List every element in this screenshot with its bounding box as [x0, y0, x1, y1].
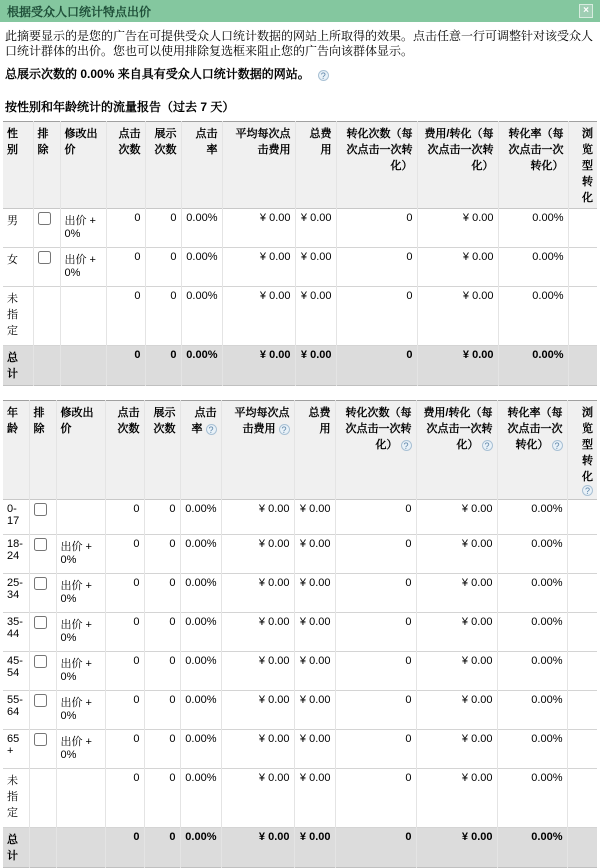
- total-cell-costconv: ¥ 0.00: [417, 346, 498, 386]
- cell-ctr: 0.00%: [180, 652, 221, 691]
- age-table: [3, 400, 597, 868]
- cell-conv: 0: [336, 209, 417, 248]
- column-header-convrate: [498, 122, 568, 209]
- column-header-bid: [60, 122, 106, 209]
- cell-cpc: ¥ 0.00: [221, 652, 294, 691]
- cell-conv: 0: [336, 248, 417, 287]
- panel-titlebar: [0, 0, 600, 22]
- column-header-cost: [295, 122, 336, 209]
- impressions-summary-text: 总展示次数的 0.00% 来自具有受众人口统计数据的网站。: [5, 67, 310, 81]
- column-header-label: 转化率（每次点击一次转化）: [508, 128, 564, 172]
- cell-cost: ¥ 0.00: [294, 730, 335, 769]
- column-header-label: 排除: [37, 128, 49, 156]
- cell-clicks: 0: [106, 248, 145, 287]
- cell-convrate: 0.00%: [497, 613, 567, 652]
- cell-clicks: 0: [105, 535, 144, 574]
- cell-view: [568, 287, 597, 346]
- cell-impr: 0: [144, 730, 180, 769]
- cell-view: [568, 209, 597, 248]
- cell-exclude: [29, 574, 56, 613]
- cell-label: 55-64: [3, 691, 29, 730]
- cell-bid: [60, 248, 106, 287]
- cell-bid: [56, 574, 105, 613]
- exclude-checkbox[interactable]: [34, 733, 47, 746]
- exclude-checkbox[interactable]: [34, 538, 47, 551]
- cell-exclude: [29, 613, 56, 652]
- cell-conv: 0: [335, 500, 416, 535]
- column-header-exclude: [29, 401, 56, 500]
- cell-clicks: 0: [105, 769, 144, 828]
- column-header-label: 转化次数（每次点击一次转化）: [346, 128, 413, 172]
- table-row[interactable]: [3, 500, 597, 535]
- cell-view: [567, 730, 597, 769]
- column-header-label: 费用/转化（每次点击一次转化）: [423, 407, 493, 451]
- age-table-container: [0, 400, 600, 868]
- cell-cpc: ¥ 0.00: [221, 769, 294, 828]
- gender-table-container: [0, 121, 600, 386]
- column-header-label: 修改出价: [60, 407, 94, 435]
- help-icon[interactable]: ?: [582, 485, 593, 496]
- cell-exclude: [29, 730, 56, 769]
- cell-clicks: 0: [105, 500, 144, 535]
- column-header-view: [567, 401, 597, 500]
- column-header-label: 点击次数: [117, 407, 140, 435]
- column-header-label: [3, 122, 33, 209]
- total-row: [3, 346, 597, 386]
- cell-convrate: 0.00%: [498, 209, 568, 248]
- column-header-label: 修改出价: [64, 128, 98, 156]
- cell-exclude: [29, 691, 56, 730]
- cell-view: [567, 535, 597, 574]
- cell-costconv: ¥ 0.00: [416, 613, 497, 652]
- bid-control[interactable]: 出价 + 0%: [60, 580, 92, 605]
- total-cell-label: 总计: [3, 346, 33, 386]
- total-cell-cpc: ¥ 0.00: [222, 346, 295, 386]
- column-header-label: 点击率: [195, 128, 218, 156]
- column-header-label: 点击率: [191, 407, 217, 435]
- total-cell-impr: 0: [144, 828, 180, 868]
- column-header-cpc: [222, 122, 295, 209]
- cell-clicks: 0: [105, 613, 144, 652]
- column-header-convrate: [497, 401, 567, 500]
- cell-exclude: [29, 652, 56, 691]
- cell-convrate: 0.00%: [498, 287, 568, 346]
- cell-exclude: [29, 500, 56, 535]
- cell-bid: [60, 287, 106, 346]
- table-row[interactable]: [3, 769, 597, 828]
- exclude-checkbox[interactable]: [38, 212, 51, 225]
- cell-exclude: [33, 287, 60, 346]
- cell-convrate: 0.00%: [497, 535, 567, 574]
- cell-clicks: 0: [106, 287, 145, 346]
- cell-label: 65+: [3, 730, 29, 769]
- column-header-label: 总费用: [308, 407, 331, 435]
- column-header-conv: [336, 122, 417, 209]
- cell-cost: ¥ 0.00: [294, 535, 335, 574]
- total-cell-costconv: ¥ 0.00: [416, 828, 497, 868]
- total-cell-view: [568, 346, 597, 386]
- cell-convrate: 0.00%: [498, 248, 568, 287]
- cell-bid: [56, 730, 105, 769]
- cell-cost: ¥ 0.00: [294, 500, 335, 535]
- cell-clicks: 0: [105, 691, 144, 730]
- cell-ctr: 0.00%: [180, 730, 221, 769]
- column-header-label: 总费用: [309, 128, 332, 156]
- cell-ctr: 0.00%: [181, 248, 222, 287]
- table-row[interactable]: [3, 574, 597, 613]
- total-cell-label: 总计: [3, 828, 29, 868]
- table-row[interactable]: [3, 730, 597, 769]
- cell-clicks: 0: [106, 209, 145, 248]
- cell-conv: 0: [335, 652, 416, 691]
- cell-exclude: [33, 248, 60, 287]
- column-header-conv: [335, 401, 416, 500]
- exclude-checkbox[interactable]: [34, 655, 47, 668]
- column-header-label: 转化率（每次点击一次转化）: [507, 407, 563, 451]
- cell-conv: 0: [335, 769, 416, 828]
- cell-impr: 0: [144, 691, 180, 730]
- column-header-ctr: [181, 122, 222, 209]
- cell-ctr: 0.00%: [180, 613, 221, 652]
- exclude-checkbox[interactable]: [34, 503, 47, 516]
- cell-cost: ¥ 0.00: [295, 209, 336, 248]
- cell-bid: [60, 209, 106, 248]
- cell-impr: 0: [144, 500, 180, 535]
- exclude-checkbox[interactable]: [38, 251, 51, 264]
- column-header-label: 点击次数: [118, 128, 141, 156]
- column-header-label: 费用/转化（每次点击一次转化）: [424, 128, 494, 172]
- cell-cost: ¥ 0.00: [294, 769, 335, 828]
- cell-view: [567, 613, 597, 652]
- cell-conv: 0: [336, 287, 417, 346]
- cell-impr: 0: [145, 287, 181, 346]
- cell-label: 18-24: [3, 535, 29, 574]
- column-header-costconv: [417, 122, 498, 209]
- cell-convrate: 0.00%: [497, 500, 567, 535]
- table-row[interactable]: [3, 248, 597, 287]
- cell-conv: 0: [335, 535, 416, 574]
- cell-label: 45-54: [3, 652, 29, 691]
- cell-label: 25-34: [3, 574, 29, 613]
- table-row[interactable]: [3, 691, 597, 730]
- total-cell-clicks: 0: [106, 346, 145, 386]
- cell-bid: [56, 769, 105, 828]
- traffic-report-title: 按性别和年龄统计的流量报告（过去 7 天）: [5, 100, 235, 114]
- table-row[interactable]: [3, 613, 597, 652]
- cell-clicks: 0: [105, 730, 144, 769]
- cell-view: [568, 248, 597, 287]
- cell-impr: 0: [145, 248, 181, 287]
- cell-impr: 0: [144, 652, 180, 691]
- column-header-cpc: [221, 401, 294, 500]
- exclude-checkbox[interactable]: [34, 694, 47, 707]
- cell-clicks: 0: [105, 574, 144, 613]
- total-cell-cpc: ¥ 0.00: [221, 828, 294, 868]
- cell-cpc: ¥ 0.00: [221, 691, 294, 730]
- cell-ctr: 0.00%: [180, 691, 221, 730]
- cell-conv: 0: [335, 730, 416, 769]
- cell-cost: ¥ 0.00: [294, 652, 335, 691]
- cell-view: [567, 500, 597, 535]
- column-header-exclude: [33, 122, 60, 209]
- close-icon[interactable]: ×: [579, 4, 593, 18]
- cell-costconv: ¥ 0.00: [416, 691, 497, 730]
- total-cell-cost: ¥ 0.00: [295, 346, 336, 386]
- column-header-view: [568, 122, 597, 209]
- cell-costconv: ¥ 0.00: [416, 769, 497, 828]
- column-header-label: 排除: [33, 407, 45, 435]
- cell-costconv: ¥ 0.00: [416, 730, 497, 769]
- cell-bid: [56, 652, 105, 691]
- gender-table: [3, 121, 597, 386]
- cell-view: [567, 769, 597, 828]
- table-row[interactable]: [3, 209, 597, 248]
- cell-impr: 0: [144, 535, 180, 574]
- total-cell-bid: [56, 828, 105, 868]
- cell-impr: 0: [145, 209, 181, 248]
- column-header-costconv: [416, 401, 497, 500]
- cell-convrate: 0.00%: [497, 574, 567, 613]
- cell-cost: ¥ 0.00: [294, 574, 335, 613]
- cell-ctr: 0.00%: [181, 287, 222, 346]
- bid-control[interactable]: 出价 + 0%: [60, 541, 92, 566]
- bid-control[interactable]: 出价 + 0%: [64, 254, 96, 279]
- cell-impr: 0: [144, 769, 180, 828]
- cell-bid: [56, 535, 105, 574]
- cell-exclude: [29, 535, 56, 574]
- column-header-impr: [144, 401, 180, 500]
- cell-ctr: 0.00%: [181, 209, 222, 248]
- cell-label: 未指定: [3, 769, 29, 828]
- total-cell-impr: 0: [145, 346, 181, 386]
- cell-label: 女: [3, 248, 33, 287]
- bid-control[interactable]: 出价 + 0%: [60, 619, 92, 644]
- column-header-label: [3, 401, 29, 500]
- cell-cpc: ¥ 0.00: [222, 248, 295, 287]
- cell-label: 男: [3, 209, 33, 248]
- cell-costconv: ¥ 0.00: [416, 500, 497, 535]
- column-header-ctr: [180, 401, 221, 500]
- total-cell-exclude: [29, 828, 56, 868]
- header-row: [3, 122, 597, 209]
- table-row[interactable]: [3, 535, 597, 574]
- column-header-label: 浏览型转化: [582, 407, 593, 483]
- help-icon[interactable]: ?: [318, 70, 329, 81]
- bid-control[interactable]: 出价 + 0%: [60, 697, 92, 722]
- total-cell-view: [567, 828, 597, 868]
- exclude-checkbox[interactable]: [34, 616, 47, 629]
- cell-cost: ¥ 0.00: [294, 613, 335, 652]
- total-cell-cost: ¥ 0.00: [294, 828, 335, 868]
- cell-convrate: 0.00%: [497, 730, 567, 769]
- total-cell-conv: 0: [336, 346, 417, 386]
- cell-costconv: ¥ 0.00: [417, 248, 498, 287]
- cell-bid: [56, 691, 105, 730]
- column-header-label: 年龄: [7, 407, 18, 435]
- cell-impr: 0: [144, 574, 180, 613]
- help-icon[interactable]: ?: [206, 424, 217, 435]
- bid-control[interactable]: 出价 + 0%: [60, 658, 92, 683]
- total-row: [3, 828, 597, 868]
- total-cell-convrate: 0.00%: [498, 346, 568, 386]
- table-row[interactable]: [3, 652, 597, 691]
- cell-convrate: 0.00%: [497, 769, 567, 828]
- cell-impr: 0: [144, 613, 180, 652]
- cell-cpc: ¥ 0.00: [222, 287, 295, 346]
- table-row[interactable]: [3, 287, 597, 346]
- panel-title: 根据受众人口统计特点出价: [7, 4, 152, 19]
- help-icon[interactable]: ?: [482, 440, 493, 451]
- column-header-label: 平均每次点击费用: [234, 407, 290, 435]
- cell-cpc: ¥ 0.00: [221, 730, 294, 769]
- cell-conv: 0: [335, 613, 416, 652]
- cell-costconv: ¥ 0.00: [417, 209, 498, 248]
- cell-costconv: ¥ 0.00: [416, 652, 497, 691]
- total-cell-exclude: [33, 346, 60, 386]
- cell-cost: ¥ 0.00: [295, 287, 336, 346]
- impressions-summary: [5, 65, 595, 82]
- cell-cpc: ¥ 0.00: [222, 209, 295, 248]
- bid-control[interactable]: 出价 + 0%: [60, 736, 92, 761]
- exclude-checkbox[interactable]: [34, 577, 47, 590]
- help-icon[interactable]: ?: [401, 440, 412, 451]
- total-cell-clicks: 0: [105, 828, 144, 868]
- total-cell-ctr: 0.00%: [180, 828, 221, 868]
- total-cell-conv: 0: [335, 828, 416, 868]
- cell-ctr: 0.00%: [180, 500, 221, 535]
- cell-clicks: 0: [105, 652, 144, 691]
- cell-cost: ¥ 0.00: [295, 248, 336, 287]
- column-header-label: 性别: [7, 128, 18, 156]
- column-header-label: 展示次数: [154, 128, 177, 156]
- column-header-clicks: [106, 122, 145, 209]
- cell-view: [567, 691, 597, 730]
- cell-conv: 0: [335, 691, 416, 730]
- total-cell-convrate: 0.00%: [497, 828, 567, 868]
- column-header-bid: [56, 401, 105, 500]
- cell-exclude: [29, 769, 56, 828]
- column-header-impr: [145, 122, 181, 209]
- intro-paragraph: 此摘要显示的是您的广告在可提供受众人口统计数据的网站上所取得的效果。点击任意一行可调整针对该受众人口统计群体的出价。您也可以使用排除复选框来阻止您的广告向该群体显示。: [5, 29, 594, 58]
- cell-label: 未指定: [3, 287, 33, 346]
- cell-view: [567, 574, 597, 613]
- cell-costconv: ¥ 0.00: [416, 574, 497, 613]
- column-header-label: 浏览型转化: [582, 128, 593, 204]
- cell-ctr: 0.00%: [180, 574, 221, 613]
- column-header-cost: [294, 401, 335, 500]
- cell-ctr: 0.00%: [180, 769, 221, 828]
- total-cell-ctr: 0.00%: [181, 346, 222, 386]
- column-header-label: 展示次数: [153, 407, 176, 435]
- total-cell-bid: [60, 346, 106, 386]
- cell-ctr: 0.00%: [180, 535, 221, 574]
- cell-label: 0-17: [3, 500, 29, 535]
- cell-convrate: 0.00%: [497, 691, 567, 730]
- cell-costconv: ¥ 0.00: [417, 287, 498, 346]
- cell-view: [567, 652, 597, 691]
- cell-cpc: ¥ 0.00: [221, 535, 294, 574]
- column-header-label: 平均每次点击费用: [235, 128, 291, 156]
- help-icon[interactable]: ?: [552, 440, 563, 451]
- cell-conv: 0: [335, 574, 416, 613]
- cell-exclude: [33, 209, 60, 248]
- cell-cpc: ¥ 0.00: [221, 574, 294, 613]
- column-header-label: 转化次数（每次点击一次转化）: [345, 407, 412, 451]
- cell-convrate: 0.00%: [497, 652, 567, 691]
- cell-label: 35-44: [3, 613, 29, 652]
- cell-costconv: ¥ 0.00: [416, 535, 497, 574]
- cell-cost: ¥ 0.00: [294, 691, 335, 730]
- bid-control[interactable]: 出价 + 0%: [64, 215, 96, 240]
- cell-bid: [56, 500, 105, 535]
- column-header-clicks: [105, 401, 144, 500]
- cell-cpc: ¥ 0.00: [221, 613, 294, 652]
- cell-cpc: ¥ 0.00: [221, 500, 294, 535]
- help-icon[interactable]: ?: [279, 424, 290, 435]
- cell-bid: [56, 613, 105, 652]
- header-row: [3, 401, 597, 500]
